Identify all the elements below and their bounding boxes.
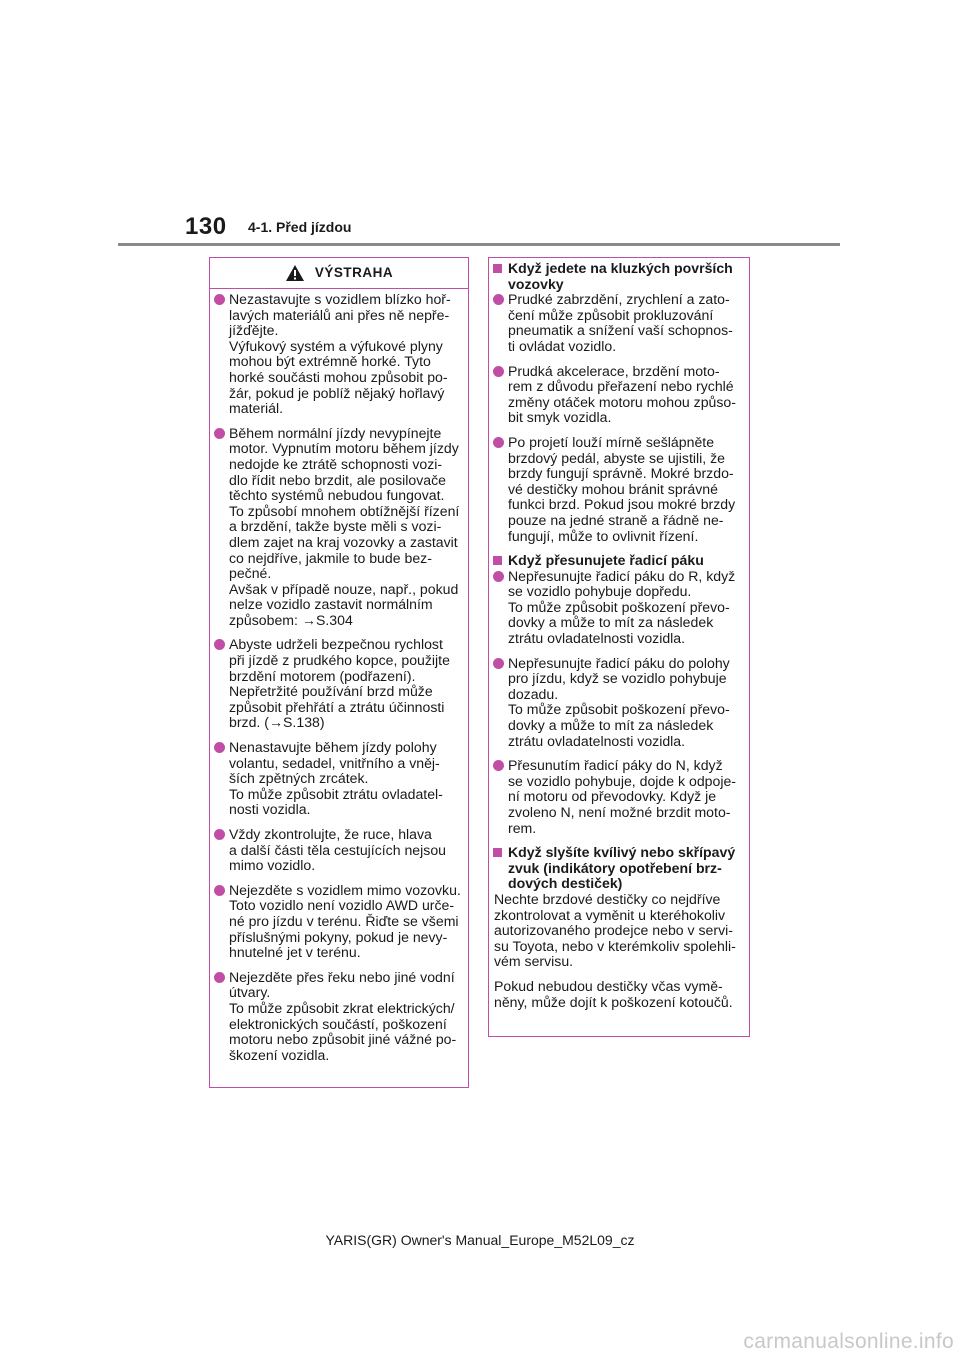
info-paragraph: Nechte brzdové destičky co nejdříve zkontrolovat a vyměnit u kteréhokoliv autorizovaného prodejce nebo v servi- su Toyota, nebo v kterémkoliv spolehli- vém servisu. [494, 890, 736, 970]
info-item [493, 656, 743, 750]
page-number: 130 [185, 213, 227, 240]
bullet-icon [214, 827, 229, 874]
bullet-icon [493, 435, 508, 544]
bullet-icon [493, 364, 508, 426]
bullet-icon [214, 637, 229, 731]
info-paragraph: Pokud nebudou destičky včas vymě- něny, může dojít k poškození kotoučů. [494, 977, 733, 1010]
header-rule [118, 243, 840, 246]
square-bullet-icon [493, 845, 508, 892]
warning-item-text: Nezastavujte s vozidlem blízko hoř- lavých materiálů ani přes ně nepře- jížďějte. Výfukový systém a výfukové plyny mohou být extrémně horké. Tyto horké součásti mohou způsobit po- žár, pokud je poblíž nějaký hořlavý materiál. [229, 291, 451, 417]
warning-header [210, 258, 468, 289]
info-item [493, 435, 743, 544]
bullet-icon [214, 740, 229, 818]
square-bullet-icon [493, 553, 508, 569]
warning-item-text: Vždy zkontrolujte, že ruce, hlava a další části těla cestujících nejsou mimo vozidlo. [229, 826, 447, 874]
bullet-icon [493, 656, 508, 750]
bullet-icon [493, 569, 508, 647]
info-item-text: Prudké zabrzdění, zrychlení a zato- čení může způsobit prokluzování pneumatik a snížení vaší schopnos- ti ovládat vozidlo. [508, 291, 733, 354]
warning-triangle-icon [285, 264, 305, 282]
footer-text: YARIS(GR) Owner's Manual_Europe_M52L09_cz [325, 1232, 635, 1248]
warning-item [214, 740, 462, 818]
info-item [493, 364, 743, 426]
warning-box [209, 257, 469, 1088]
info-item [493, 758, 743, 836]
bullet-icon [493, 758, 508, 836]
info-heading [493, 845, 743, 892]
info-box [488, 257, 750, 1037]
info-heading [493, 553, 743, 569]
info-heading-text: Když jedete na kluzkých površích vozovky [508, 260, 733, 292]
warning-item [214, 883, 462, 961]
bullet-icon [214, 883, 229, 961]
warning-item [214, 827, 462, 874]
info-item [493, 569, 743, 647]
warning-title: VÝSTRAHA [314, 265, 394, 281]
warning-item [214, 637, 462, 731]
warning-item-text: Nejezděte s vozidlem mimo vozovku. Toto vozidlo není vozidlo AWD urče- né pro jízdu v terénu. Řiďte se všemi příslušnými pokyny, pokud je nevy- hnutelné jet v terénu. [229, 881, 461, 961]
bullet-icon [493, 292, 508, 354]
info-heading-text: Když přesunujete řadicí páku [508, 552, 704, 569]
warning-item-text: Během normální jízdy nevypínejte motor. Vypnutím motoru během jízdy nedojde ke ztrátě schopnosti vozi- dlo řídit nebo brzdit, ale posilovače těchto systémů nebudou fungovat. To způsobí mnohem obtížnější řízení a brzdění, takže byste měli s vozi- dlem zajet na kraj vozovky a zastavit co nejdříve, jakmile to bude bez- pečné. Avšak v případě nouze, např., pokud nelze vozidlo zastavit normálním způsobem: →S.304 [229, 424, 460, 628]
info-item [493, 292, 743, 354]
warning-item-text: Nenastavujte během jízdy polohy volantu, sedadel, vnitřního a vněj- ších zpětných zrcátek. To může způsobit ztrátu ovladatel- nosti vozidla. [229, 739, 443, 818]
square-bullet-icon [493, 261, 508, 292]
warning-item [214, 292, 462, 417]
section-title: 4-1. Před jízdou [248, 219, 352, 235]
watermark: carmanualsonline.info [743, 1330, 954, 1353]
warning-item [214, 970, 462, 1064]
info-heading-text: Když slyšíte kvílivý nebo skřípavý zvuk (indikátory opotřebení brz- dových destiček) [508, 844, 736, 892]
info-item-text: Po projetí louží mírně sešlápněte brzdový pedál, abyste se ujistili, že brzdy fungují správně. Mokré brzdo- vé destičky mohou bránit správné funkci brzd. Pokud jsou mokré brzdy pouze na jedné straně a řádně ne- fungují, může to ovlivnit řízení. [508, 433, 736, 544]
info-item-text: Nepřesunujte řadicí páku do polohy pro jízdu, když se vozidlo pohybuje dozadu. To může způsobit poškození převo- dovky a může to mít za následek ztrátu ovladatelnosti vozidla. [508, 654, 730, 749]
info-item-text: Přesunutím řadicí páky do N, když se vozidlo pohybuje, dojde k odpoje- ní motoru od převodovky. Když je zvoleno N, není možné brzdit moto- rem. [508, 757, 737, 836]
bullet-icon [214, 970, 229, 1064]
warning-item-text: Abyste udrželi bezpečnou rychlost při jízdě z prudkého kopce, použijte brzdění motorem (podřazení). Nepřetržité používání brzd může způsobit přehřátí a ztrátu účinnosti brzd. (→S.138) [229, 636, 450, 731]
info-item-text: Nepřesunujte řadicí páku do R, když se vozidlo pohybuje dopředu. To může způsobit poškození převo- dovky a může to mít za následek ztrátu ovladatelnosti vozidla. [508, 567, 736, 647]
info-heading [493, 261, 743, 292]
bullet-icon [214, 292, 229, 417]
bullet-icon [214, 426, 229, 629]
info-item-text: Prudká akcelerace, brzdění moto- rem z důvodu přeřazení nebo rychlé změny otáček motoru mohou způso- bit smyk vozidla. [508, 362, 736, 426]
warning-item-text: Nejezděte přes řeku nebo jiné vodní útvary. To může způsobit zkrat elektrických/ elektronických součástí, poškození motoru nebo způsobit jiné vážné po- škození vozidla. [229, 968, 457, 1063]
warning-item [214, 426, 462, 629]
